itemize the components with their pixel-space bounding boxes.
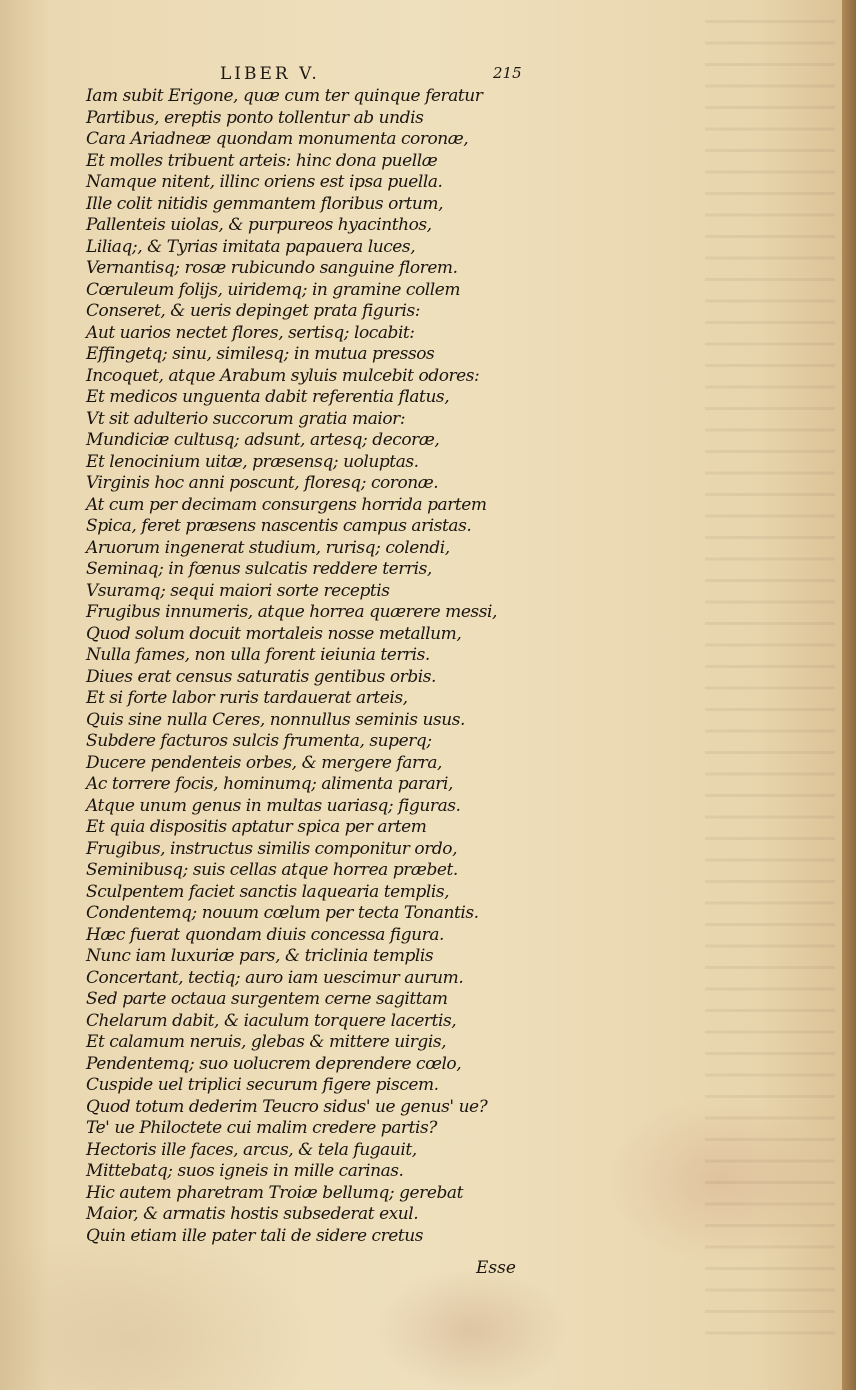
verse-line: Et si forte labor ruris tardauerat arteis, (86, 688, 408, 708)
verse-line: Quod totum dederim Teucro sidus' ue genus' ue? (86, 1096, 488, 1117)
verse-line: Hectoris ille faces, arcus, & tela fugauit, (86, 1139, 417, 1160)
verse-line: Aut uarios nectet flores, sertisq; locabit: (86, 322, 415, 343)
catchword: Esse (476, 1258, 516, 1278)
verse-line: Ac torrere focis, hominumq; alimenta parari, (86, 774, 453, 794)
verse-line: Quin etiam ille pater tali de sidere cretus (86, 1225, 424, 1246)
verse-line: Liliaq;, & Tyrias imitata papauera luces, (86, 236, 416, 257)
verse-line: Cuspide uel triplici securum figere piscem. (86, 1075, 439, 1095)
verse-line: Frugibus innumeris, atque horrea quærere messi, (86, 602, 497, 622)
verse-line: Partibus, ereptis ponto tollentur ab undis (86, 107, 424, 128)
folio-number: 215 (493, 64, 522, 82)
verse-line: Vernantisq; rosæ rubicundo sanguine florem. (86, 258, 458, 278)
verse-line: Seminaq; in fœnus sulcatis reddere terris, (86, 559, 432, 579)
verse-line: Incoquet, atque Arabum syluis mulcebit odores: (86, 365, 480, 386)
running-title: LIBER V. (220, 64, 320, 84)
show-through-text (705, 20, 835, 1350)
verse-line: Ducere pendenteis orbes, & mergere farra, (86, 752, 442, 773)
verse-line: Cœruleum folijs, uiridemq; in gramine collem (86, 279, 461, 300)
verse-line: Subdere facturos sulcis frumenta, superq; (86, 731, 432, 751)
verse-line: Conseret, & ueris depinget prata figuris: (86, 301, 421, 321)
verse-line: Vt sit adulterio succorum gratia maior: (86, 408, 406, 429)
verse-line: Et calamum neruis, glebas & mittere uirgis, (86, 1032, 447, 1052)
page-edge (842, 0, 856, 1390)
verse-line: Iam subit Erigone, quæ cum ter quinque feratur (86, 86, 483, 106)
verse-line: Pallenteis uiolas, & purpureos hyacinthos, (86, 215, 432, 235)
verse-line: Quod solum docuit mortaleis nosse metallum, (86, 623, 462, 644)
verse-block (86, 86, 506, 1247)
verse-line: Mittebatq; suos igneis in mille carinas. (86, 1161, 404, 1181)
verse-line: Spica, feret præsens nascentis campus aristas. (86, 516, 472, 536)
verse-line: Quis sine nulla Ceres, nonnullus seminis usus. (86, 709, 466, 730)
page-header (0, 62, 842, 88)
verse-line: Et quia dispositis aptatur spica per artem (86, 817, 427, 837)
verse-line: Sed parte octaua surgentem cerne sagittam (86, 989, 448, 1009)
verse-line: Et molles tribuent arteis: hinc dona puellæ (86, 150, 438, 171)
verse-line: Hic autem pharetram Troiæ bellumq; gerebat (86, 1182, 463, 1203)
verse-line: Vsuramq; sequi maiori sorte receptis (86, 580, 390, 601)
verse-line: Nulla fames, non ulla forent ieiunia terris. (86, 645, 430, 665)
verse-line: Nunc iam luxuriæ pars, & triclinia templis (86, 946, 434, 966)
verse-line: Atque unum genus in multas uariasq; figuras. (86, 795, 461, 816)
verse-line: Chelarum dabit, & iaculum torquere lacertis, (86, 1010, 457, 1031)
verse-line: Aruorum ingenerat studium, rurisq; colendi, (86, 537, 450, 558)
verse-line: Et lenocinium uitæ, præsensq; uoluptas. (86, 451, 419, 472)
verse-line: Virginis hoc anni poscunt, floresq; coronæ. (86, 473, 439, 493)
verse-line: Frugibus, instructus similis componitur ordo, (86, 838, 458, 859)
verse-line: Sculpentem faciet sanctis laquearia templis, (86, 881, 450, 902)
verse-line: Hæc fuerat quondam diuis concessa figura. (86, 924, 444, 945)
verse-line: Concertant, tectiq; auro iam uescimur aurum. (86, 967, 464, 988)
verse-line: Ille colit nitidis gemmantem floribus ortum, (86, 193, 444, 214)
verse-line: Mundiciæ cultusq; adsunt, artesq; decoræ, (86, 430, 440, 450)
verse-line: Namque nitent, illinc oriens est ipsa puella. (86, 172, 443, 192)
verse-line: Condentemq; nouum cœlum per tecta Tonantis. (86, 903, 479, 923)
verse-line: Et medicos unguenta dabit referentia flatus, (86, 387, 450, 407)
verse-line: Cara Ariadneæ quondam monumenta coronæ, (86, 129, 469, 149)
verse-line: Seminibusq; suis cellas atque horrea præbet. (86, 860, 458, 880)
verse-line: Diues erat census saturatis gentibus orbis. (86, 666, 436, 687)
verse-line: Te' ue Philoctete cui malim credere partis? (86, 1118, 437, 1138)
verse-line: Effingetq; sinu, similesq; in mutua pressos (86, 344, 435, 364)
verse-line: Maior, & armatis hostis subsederat exul. (86, 1204, 419, 1224)
verse-line: At cum per decimam consurgens horrida partem (86, 494, 487, 515)
verse-line: Pendentemq; suo uolucrem deprendere cœlo, (86, 1053, 462, 1074)
